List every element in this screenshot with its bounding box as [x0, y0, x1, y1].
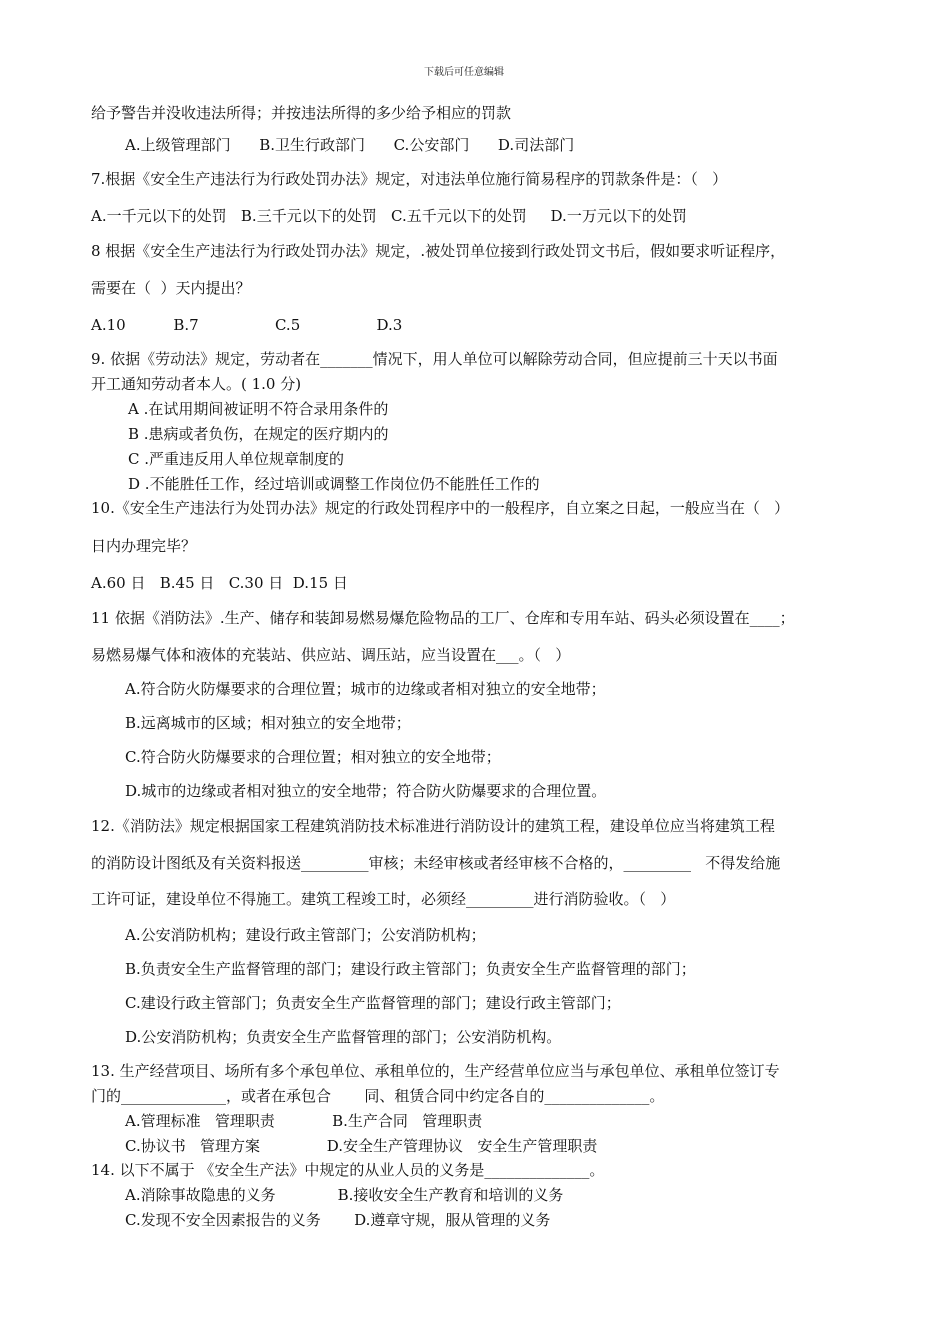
page-header: 下载后可任意编辑 [424, 67, 504, 78]
option-line: C.建设行政主管部门；负责安全生产监督管理的部门；建设行政主管部门； [125, 994, 621, 1012]
option-line: D.公安消防机构；负责安全生产监督管理的部门；公安消防机构。 [125, 1028, 562, 1046]
option-line: B.负责安全生产监督管理的部门；建设行政主管部门；负责安全生产监督管理的部门； [125, 960, 696, 978]
option-line: A.公安消防机构；建设行政主管部门；公安消防机构； [125, 926, 486, 944]
question-9: 9. 依据《劳动法》规定，劳动者在_______情况下，用人单位可以解除劳动合同，但应提前三十天以书面 [91, 350, 778, 368]
question-11: 11 依据《消防法》.生产、储存和装卸易燃易爆危险物品的工厂、仓库和专用车站、码头必须设置在____； [91, 609, 795, 627]
option-line: D .不能胜任工作，经过培训或调整工作岗位仍不能胜任工作的 [128, 475, 540, 493]
option-line: A.符合防火防爆要求的合理位置；城市的边缘或者相对独立的安全地带； [125, 680, 606, 698]
option-line: A .在试用期间被证明不符合录用条件的 [128, 400, 389, 418]
option-line: C.发现不安全因素报告的义务 D.遵章守规，服从管理的义务 [125, 1211, 551, 1229]
option-line: A.消除事故隐患的义务 B.接收安全生产教育和培训的义务 [125, 1186, 564, 1204]
option-line: C.协议书 管理方案 D.安全生产管理协议 安全生产管理职责 [125, 1137, 598, 1155]
text-line: 需要在（ ）天内提出？ [91, 279, 251, 297]
option-line: A.上级管理部门 B.卫生行政部门 C.公安部门 D.司法部门 [125, 136, 575, 154]
option-line: A.管理标准 管理职责 B.生产合同 管理职责 [125, 1112, 483, 1130]
option-line: A.60 日 B.45 日 C.30 日 D.15 日 [91, 574, 348, 592]
option-line: C.符合防火防爆要求的合理位置；相对独立的安全地带； [125, 748, 501, 766]
option-line: B .患病或者负伤，在规定的医疗期内的 [128, 425, 389, 443]
question-10: 10.《安全生产违法行为处罚办法》规定的行政处罚程序中的一般程序，自立案之日起，一般应当在（ ） [91, 499, 790, 517]
text-line: 工许可证，建设单位不得施工。建筑工程竣工时，必须经_________进行消防验收。（ ） [91, 890, 676, 908]
text-line: 日内办理完毕？ [91, 537, 197, 555]
text-line: 门的______________，或者在承包合 同、租赁合同中约定各自的______________。 [91, 1087, 665, 1105]
question-13: 13. 生产经营项目、场所有多个承包单位、承租单位的，生产经营单位应当与承包单位、承租单位签订专 [91, 1062, 780, 1080]
question-8: 8 根据《安全生产违法行为行政处罚办法》规定，.被处罚单位接到行政处罚文书后，假如要求听证程序， [91, 242, 786, 260]
option-line: C .严重违反用人单位规章制度的 [128, 450, 345, 468]
question-14: 14. 以下不属于 《安全生产法》中规定的从业人员的义务是______________。 [91, 1161, 605, 1179]
question-12: 12.《消防法》规定根据国家工程建筑消防技术标准进行消防设计的建筑工程，建设单位应当将建筑工程 [91, 817, 775, 835]
option-line: A.一千元以下的处罚 B.三千元以下的处罚 C.五千元以下的处罚 D.一万元以下的处罚 [91, 207, 687, 225]
option-line: A.10 B.7 C.5 D.3 [91, 316, 403, 334]
text-line: 给予警告并没收违法所得；并按违法所得的多少给予相应的罚款 [91, 104, 512, 122]
option-line: B.远离城市的区域；相对独立的安全地带； [125, 714, 411, 732]
option-line: D.城市的边缘或者相对独立的安全地带；符合防火防爆要求的合理位置。 [125, 782, 607, 800]
text-line: 的消防设计图纸及有关资料报送_________审核；未经审核或者经审核不合格的，_________ 不得发给施 [91, 854, 781, 872]
text-line: 易燃易爆气体和液体的充装站、供应站、调压站，应当设置在___。（ ） [91, 646, 571, 664]
question-7: 7.根据《安全生产违法行为行政处罚办法》规定，对违法单位施行简易程序的罚款条件是：（ ） [91, 170, 728, 188]
text-line: 开工通知劳动者本人。( 1.0 分) [91, 375, 302, 393]
